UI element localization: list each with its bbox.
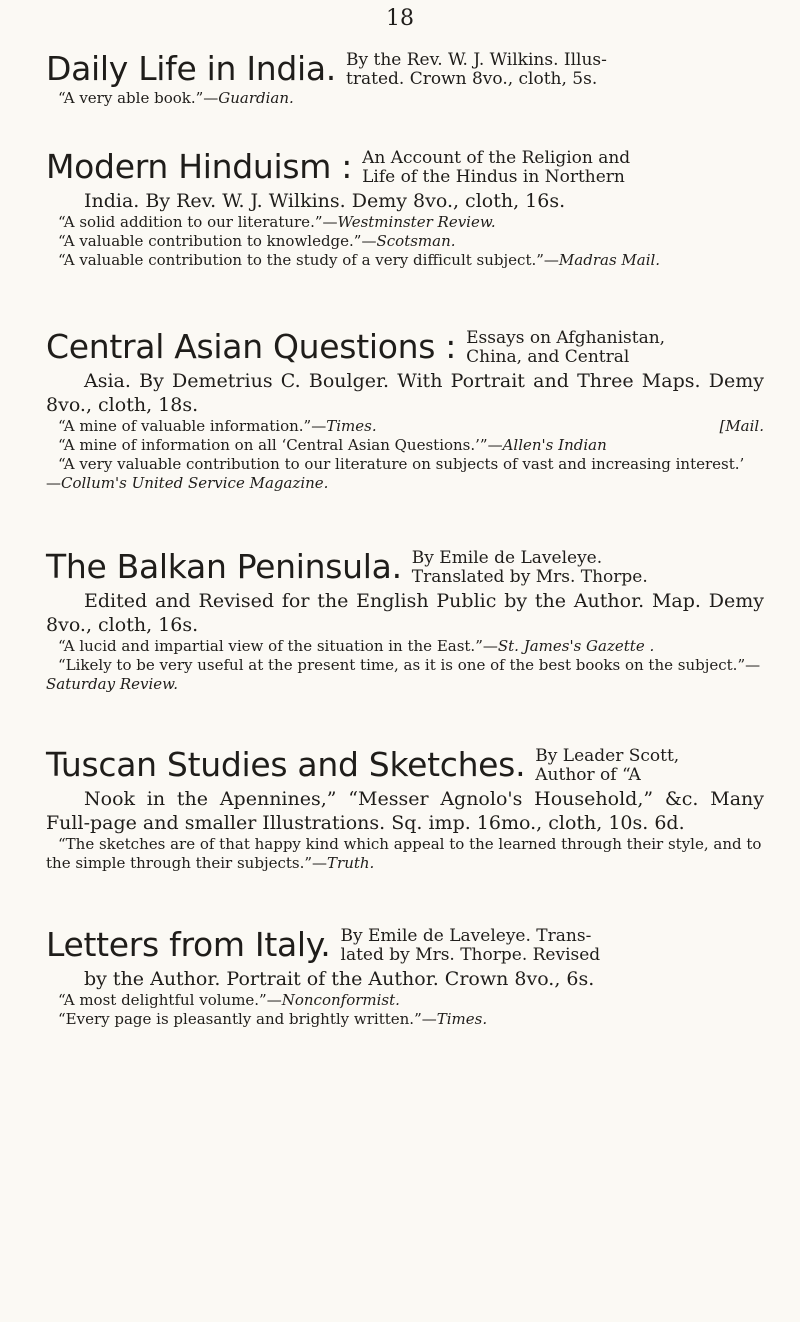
review-quote: “Likely to be very useful at the present time, as it is one of the best books on the subject.”—Saturday Review. (46, 656, 761, 693)
book-details: India. By Rev. W. J. Wilkins. Demy 8vo., cloth, 16s. (84, 190, 566, 212)
book-title: Letters from Italy. (46, 925, 331, 964)
review-quote: “A most delightful volume.”—Nonconformist. (58, 991, 400, 1009)
book-entry-the-balkan-peninsula (46, 548, 764, 694)
review-quote: “A very valuable contribution to our literature on subjects of vast and increasing interest.’ —Collum's United Service Magazine. (46, 455, 745, 492)
book-entry-tuscan-studies-and-sketches (46, 746, 764, 873)
review-quote: “A very able book.”—Guardian. (58, 89, 294, 107)
book-byline: Essays on Afghanistan, China, and Central (466, 328, 666, 367)
book-entry-letters-from-italy (46, 926, 764, 1029)
book-details: Edited and Revised for the English Public by the Author. Map. Demy 8vo., cloth, 16s. (46, 590, 764, 636)
book-title: Central Asian Questions : (46, 327, 457, 366)
book-details: by the Author. Portrait of the Author. Crown 8vo., 6s. (84, 968, 595, 990)
book-byline: By the Rev. W. J. Wilkins. Illus- trated. Crown 8vo., cloth, 5s. (346, 50, 607, 89)
book-entry-central-asian-questions (46, 328, 764, 493)
book-byline: By Emile de Laveleye. Translated by Mrs. Thorpe. (411, 548, 648, 587)
book-title: Tuscan Studies and Sketches. (46, 745, 526, 784)
review-quote: “A mine of information on all ‘Central Asian Questions.’”—Allen's Indian (58, 436, 607, 454)
book-entry-modern-hinduism (46, 148, 764, 270)
review-quote: “A valuable contribution to knowledge.”—Scotsman. (58, 232, 456, 250)
book-entry-daily-life-in-india (46, 50, 764, 108)
review-quote: “The sketches are of that happy kind which appeal to the learned through their style, and to the simple through their subjects.”—Truth. (46, 835, 762, 872)
book-byline: By Emile de Laveleye. Trans- lated by Mrs. Thorpe. Revised (340, 926, 601, 965)
book-byline: An Account of the Religion and Life of the Hindus in Northern (362, 148, 631, 187)
review-quote: “Every page is pleasantly and brightly written.”—Times. (58, 1010, 488, 1028)
book-title: Daily Life in India. (46, 49, 337, 88)
book-title: Modern Hinduism : (46, 147, 353, 186)
book-details: Nook in the Apennines,” “Messer Agnolo's Household,” &c. Many Full-page and smaller Illustrations. Sq. imp. 16mo., cloth, 10s. 6d. (46, 788, 764, 834)
review-quote: “A lucid and impartial view of the situation in the East.”—St. James's Gazette . (58, 637, 655, 655)
book-byline: By Leader Scott, Author of “A (535, 746, 680, 785)
review-quote: “A mine of valuable information.”—Times. [Mail. (58, 417, 764, 435)
book-title: The Balkan Peninsula. (46, 547, 402, 586)
page-number: 18 (386, 6, 414, 31)
book-details: Asia. By Demetrius C. Boulger. With Portrait and Three Maps. Demy 8vo., cloth, 18s. (46, 370, 764, 416)
review-quote: “A valuable contribution to the study of a very difficult subject.”—Madras Mail. (58, 251, 661, 269)
review-quote: “A solid addition to our literature.”—Westminster Review. (58, 213, 496, 231)
